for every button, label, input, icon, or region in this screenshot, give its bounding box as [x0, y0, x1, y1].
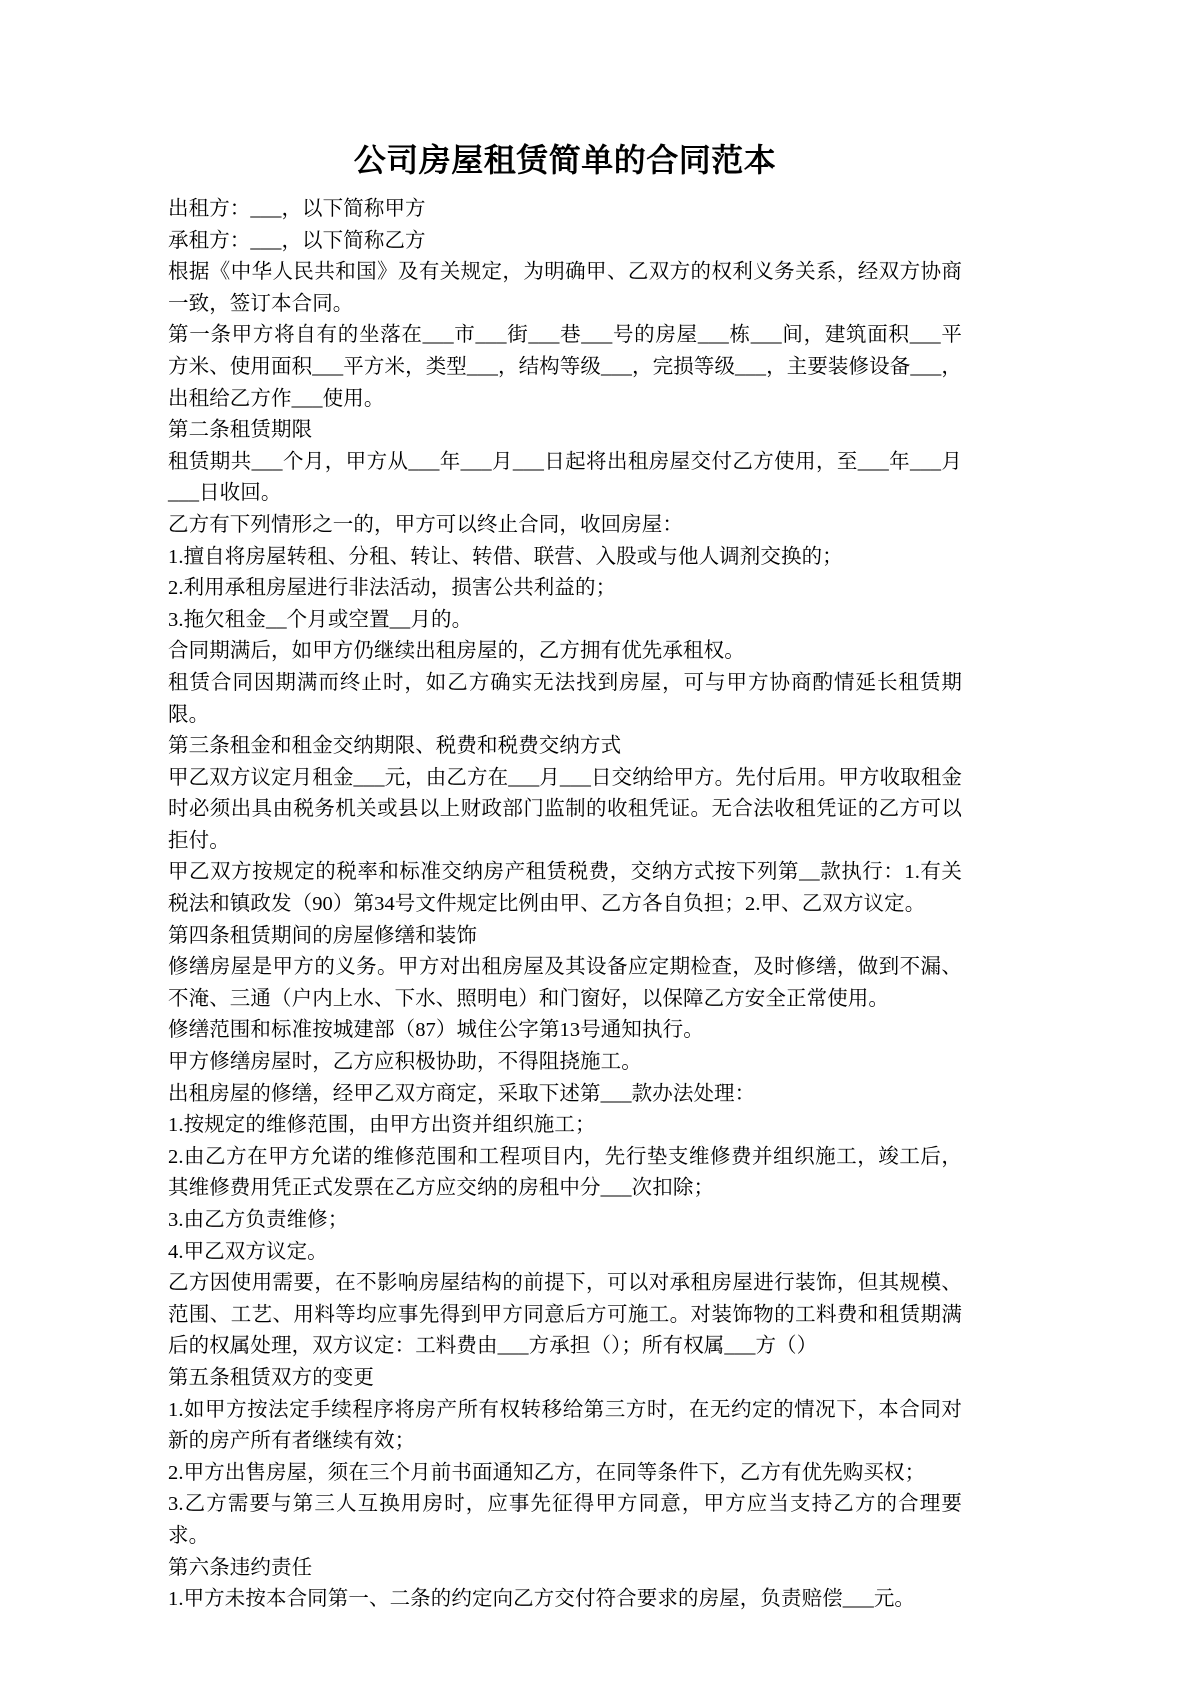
document-body	[168, 194, 962, 1616]
document-paragraph: 2.甲方出售房屋，须在三个月前书面通知乙方，在同等条件下，乙方有优先购买权；	[168, 1461, 926, 1484]
document-paragraph: 1.甲方未按本合同第一、二条的约定向乙方交付符合要求的房屋，负责赔偿___元。	[168, 1588, 916, 1611]
document-paragraph: 甲乙双方议定月租金___元，由乙方在___月___日交纳给甲方。先付后用。甲方收取租金时必须出具由税务机关或县以上财政部门监制的收租凭证。无合法收租凭证的乙方可以拒付。	[168, 766, 962, 852]
page-title: 公司房屋租赁简单的合同范本	[353, 142, 777, 178]
document-paragraph: 4.甲乙双方议定。	[168, 1240, 328, 1263]
document-paragraph: 乙方有下列情形之一的，甲方可以终止合同，收回房屋：	[168, 513, 683, 536]
document-paragraph: 第二条租赁期限	[168, 419, 313, 442]
document-paragraph: 1.按规定的维修范围，由甲方出资并组织施工；	[168, 1114, 596, 1137]
document-paragraph: 根据《中华人民共和国》及有关规定，为明确甲、乙双方的权利义务关系，经双方协商一致，签订本合同。	[168, 261, 962, 315]
document-paragraph: 3.拖欠租金__个月或空置__月的。	[168, 608, 473, 631]
document-paragraph: 1.擅自将房屋转租、分租、转让、转借、联营、入股或与他人调剂交换的；	[168, 545, 843, 568]
document-paragraph: 乙方因使用需要，在不影响房屋结构的前提下，可以对承租房屋进行装饰，但其规模、范围、工艺、用料等均应事先得到甲方同意后方可施工。对装饰物的工料费和租赁期满后的权属处理，双方议定：工料费由___方承担（）；所有权属___方（）	[168, 1272, 962, 1358]
document-paragraph: 2.由乙方在甲方允诺的维修范围和工程项目内，先行垫支维修费并组织施工，竣工后，其维修费用凭正式发票在乙方应交纳的房租中分___次扣除；	[168, 1145, 962, 1200]
document-paragraph: 租赁期共___个月，甲方从___年___月___日起将出租房屋交付乙方使用，至___年___月___日收回。	[168, 450, 962, 505]
document-paragraph: 甲乙双方按规定的税率和标准交纳房产租赁税费，交纳方式按下列第__款执行：1.有关税法和镇政发（90）第34号文件规定比例由甲、乙方各自负担；2.甲、乙双方议定。	[168, 861, 962, 916]
document-paragraph: 2.利用承租房屋进行非法活动，损害公共利益的；	[168, 577, 617, 600]
document-paragraph: 出租方：___，以下简称甲方	[168, 198, 426, 220]
document-paragraph: 修缮房屋是甲方的义务。甲方对出租房屋及其设备应定期检查，及时修缮，做到不漏、不淹、三通（户内上水、下水、照明电）和门窗好，以保障乙方安全正常使用。	[168, 956, 962, 1010]
document-paragraph: 第五条租赁双方的变更	[168, 1366, 374, 1389]
document-paragraph: 3.由乙方负责维修；	[168, 1209, 349, 1231]
document-paragraph: 承租方：___，以下简称乙方	[168, 229, 426, 252]
document-paragraph: 第三条租金和租金交纳期限、税费和税费交纳方式	[168, 735, 622, 758]
document-paragraph: 合同期满后，如甲方仍继续出租房屋的，乙方拥有优先承租权。	[168, 640, 745, 663]
document-paragraph: 第一条甲方将自有的坐落在___市___街___巷___号的房屋___栋___间，建筑面积___平方米、使用面积___平方米，类型___，结构等级___，完损等级___，主要装修设备___，出租给乙方作___使用。	[168, 324, 962, 410]
document-paragraph: 第六条违约责任	[168, 1556, 313, 1579]
document-paragraph: 修缮范围和标准按城建部（87）城住公字第13号通知执行。	[168, 1019, 704, 1042]
document-paragraph: 甲方修缮房屋时，乙方应积极协助，不得阻挠施工。	[168, 1051, 642, 1074]
document-paragraph: 出租房屋的修缮，经甲乙双方商定，采取下述第___款办法处理：	[168, 1082, 756, 1105]
document-paragraph: 3.乙方需要与第三人互换用房时，应事先征得甲方同意，甲方应当支持乙方的合理要求。	[168, 1493, 962, 1547]
document-content	[168, 140, 962, 1616]
document-paragraph: 第四条租赁期间的房屋修缮和装饰	[168, 924, 477, 947]
document-paragraph: 1.如甲方按法定手续程序将房产所有权转移给第三方时，在无约定的情况下，本合同对新的房产所有者继续有效；	[168, 1398, 962, 1453]
document-paragraph: 租赁合同因期满而终止时，如乙方确实无法找到房屋，可与甲方协商酌情延长租赁期限。	[168, 671, 962, 726]
